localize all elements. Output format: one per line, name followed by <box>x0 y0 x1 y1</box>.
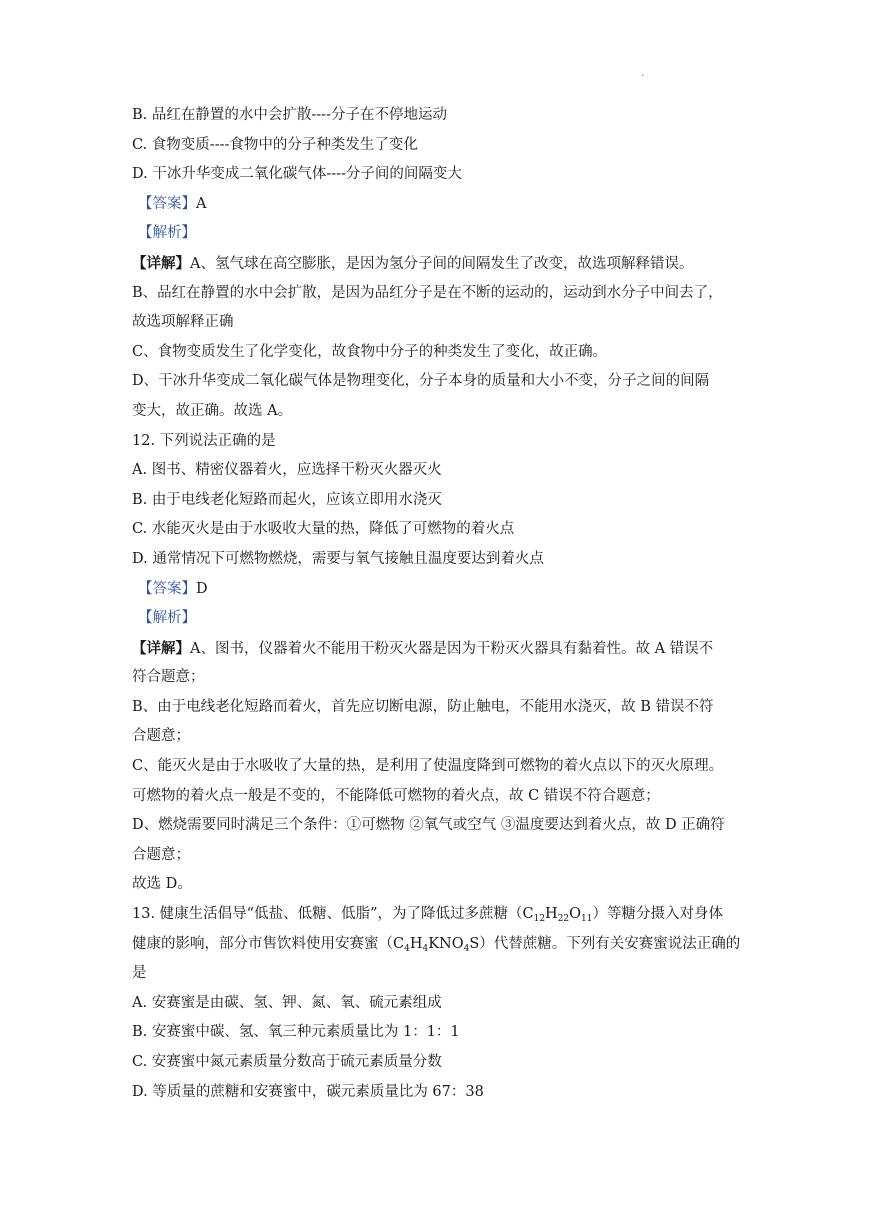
text-line <box>132 101 744 131</box>
explanation-line <box>132 634 744 664</box>
detail-tag: 【详解】 <box>132 639 190 657</box>
text-line <box>132 811 744 841</box>
line-text: B、品红在静置的水中会扩散，是因为品红分子是在不断的运动的，运动到水分子中间去了， <box>132 284 723 301</box>
section-tag: 【答案】 <box>138 580 196 597</box>
explanation-line <box>132 249 744 279</box>
text-line <box>132 160 744 190</box>
line-text: 故选项解释正确 <box>132 314 234 331</box>
line-text: 合题意； <box>132 846 190 863</box>
text-line <box>132 367 744 397</box>
line-text: 可燃物的着火点一般是不变的，不能降低可燃物的着火点，故 C 错误不符合题意； <box>132 787 660 804</box>
text-line <box>132 279 744 309</box>
answer-line <box>132 190 744 220</box>
line-text: C. 水能灭火是由于水吸收大量的热，降低了可燃物的着火点 <box>132 521 515 538</box>
question-13-option-b: B. 安赛蜜中碳、氢、氧三种元素质量比为 1：1：1 <box>132 1024 460 1041</box>
text-line <box>132 397 744 427</box>
text-line <box>132 693 744 723</box>
line-text: B. 品红在静置的水中会扩散----分子在不停地运动 <box>132 107 447 123</box>
question-13-line-3: 是 <box>132 965 147 982</box>
text-line <box>132 870 744 900</box>
document-page <box>132 101 744 1107</box>
text-line <box>132 545 744 575</box>
answer-line <box>132 575 744 605</box>
text-line <box>132 427 744 457</box>
text-line <box>132 486 744 516</box>
line-text: A <box>196 195 207 212</box>
question-13-option-d: D. 等质量的蔗糖和安赛蜜中，碳元素质量比为 67：38 <box>132 1083 484 1100</box>
line-text: D、燃烧需要同时满足三个条件：①可燃物 ②氧气或空气 ③温度要达到着火点，故 D 正确符 <box>132 817 725 834</box>
analysis-heading <box>132 219 744 249</box>
page-corner-mark: · <box>641 71 645 82</box>
line-text: D. 干冰升华变成二氧化碳气体----分子间的间隔变大 <box>132 166 462 183</box>
text-line <box>132 752 744 782</box>
line-text: A、氢气球在高空膨胀，是因为氢分子间的间隔发生了改变，故选项解释错误。 <box>190 255 694 272</box>
text-line <box>132 338 744 368</box>
line-text: 变大，故正确。故选 A。 <box>132 402 293 419</box>
text-line <box>132 841 744 871</box>
text-line <box>132 515 744 545</box>
text-line <box>132 308 744 338</box>
line-text: B、由于电线老化短路而着火，首先应切断电源，防止触电，不能用水浇灭，故 B 错误不符 <box>132 698 714 715</box>
text-line <box>132 782 744 812</box>
section-tag: 【解析】 <box>138 225 196 242</box>
question-13-line-2: 健康的影响，部分市售饮料使用安赛蜜$(C_4H_4KNO_4S)$代替蔗糖。下列有关安赛蜜说法正确的 <box>132 935 741 954</box>
line-text: 故选 D。 <box>132 876 192 893</box>
line-text: D <box>196 580 208 597</box>
line-text: D、干冰升华变成二氧化碳气体是物理变化，分子本身的质量和大小不变，分子之间的间隔 <box>132 373 710 390</box>
question-13-option-c: C. 安赛蜜中氮元素质量分数高于硫元素质量分数 <box>132 1054 442 1070</box>
line-text: 合题意； <box>132 728 190 745</box>
question-13-line-1: 13. 健康生活倡导“低盐、低糖、低脂”，为了降低过多蔗糖$(C_{12}H_{22}O_{11})$等糖分摄入对身体 <box>132 906 723 925</box>
line-text: C、能灭火是由于水吸收了大量的热，是利用了使温度降到可燃物的着火点以下的灭火原理。 <box>132 758 724 775</box>
text-line <box>132 722 744 752</box>
text-line <box>132 663 744 693</box>
text-lines <box>132 101 744 900</box>
line-text: A、图书，仪器着火不能用干粉灭火器是因为干粉灭火器具有黏着性。故 A 错误不 <box>190 640 714 657</box>
line-text: C、食物变质发生了化学变化，故食物中分子的种类发生了变化，故正确。 <box>132 343 608 360</box>
line-text: D. 通常情况下可燃物燃烧，需要与氧气接触且温度要达到着火点 <box>132 550 544 567</box>
text-line <box>132 131 744 161</box>
question-13-option-a: A. 安赛蜜是由碳、氢、钾、氮、氧、硫元素组成 <box>132 994 442 1011</box>
detail-tag: 【详解】 <box>132 254 190 272</box>
line-text: A. 图书、精密仪器着火，应选择干粉灭火器灭火 <box>132 462 442 479</box>
section-tag: 【答案】 <box>138 195 196 212</box>
section-tag: 【解析】 <box>138 610 196 627</box>
line-text: B. 由于电线老化短路而起火，应该立即用水浇灭 <box>132 491 442 508</box>
text-line <box>132 456 744 486</box>
line-text: C. 食物变质----食物中的分子种类发生了变化 <box>132 136 418 153</box>
line-text: 符合题意； <box>132 669 205 686</box>
analysis-heading <box>132 604 744 634</box>
line-text: 12. 下列说法正确的是 <box>132 432 276 449</box>
